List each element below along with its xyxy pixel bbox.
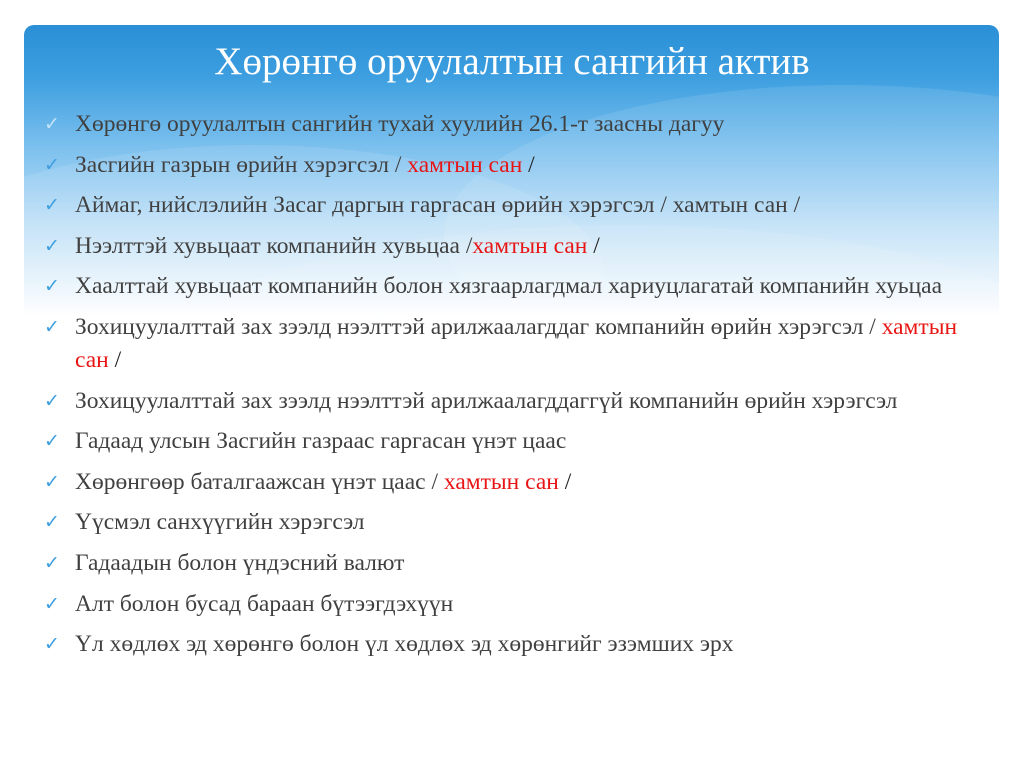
item-tail: / [558, 468, 572, 495]
item-text: Гадаад улсын Засгийн газраас гаргасан үнэт цаас [75, 428, 567, 455]
item-tail: / [522, 151, 535, 178]
item-highlight: хамтын сан [407, 151, 523, 178]
checkmark-icon: ✓ [44, 511, 60, 534]
item-highlight: хамтын сан [75, 313, 958, 373]
item-tail: / [587, 232, 600, 259]
list-item [44, 270, 994, 303]
item-text: Хаалттай хувьцаат компанийн болон хязгаарлагдмал хариуцлагатай компанийн хуьцаа [75, 273, 943, 300]
item-text: Үл хөдлөх эд хөрөнгө болон үл хөдлөх эд хөрөнгийг эзэмших эрх [75, 631, 734, 658]
checkmark-icon: ✓ [44, 194, 60, 217]
list-item [44, 466, 994, 499]
list-item [44, 311, 994, 377]
checkmark-icon: ✓ [44, 153, 60, 176]
checkmark-icon: ✓ [44, 234, 60, 257]
list-item [44, 189, 994, 222]
checkmark-icon: ✓ [44, 275, 60, 298]
list-item [44, 588, 994, 621]
slide-title: Хөрөнгө оруулалтын сангийн актив [214, 40, 810, 83]
item-text: Засгийн газрын өрийн хэрэгсэл / [75, 151, 408, 178]
item-text: Алт болон бусад бараан бүтээгдэхүүн [75, 590, 454, 617]
bullet-list [44, 108, 994, 669]
list-item [44, 149, 994, 182]
item-text: Хөрөнгөөр баталгаажсан үнэт цаас / [75, 468, 444, 495]
list-item [44, 628, 994, 661]
list-item [44, 385, 994, 418]
item-text: Үүсмэл санхүүгийн хэрэгсэл [75, 509, 365, 536]
list-item [44, 506, 994, 539]
item-text: Зохицуулалттай зах зээлд нээлттэй арилжаалагддаг компанийн өрийн хэрэгсэл / [75, 313, 882, 340]
item-highlight: хамтын сан [443, 468, 559, 495]
list-item [44, 425, 994, 458]
checkmark-icon: ✓ [44, 592, 60, 615]
checkmark-icon: ✓ [44, 389, 60, 412]
item-text: Хөрөнгө оруулалтын сангийн тухай хуулийн 26.1-т заасны дагуу [75, 111, 725, 137]
list-item [44, 230, 994, 263]
checkmark-icon: ✓ [44, 113, 60, 135]
list-item [44, 108, 994, 141]
item-text: Гадаадын болон үндэсний валют [75, 549, 405, 576]
checkmark-icon: ✓ [44, 551, 60, 574]
item-text: Нээлттэй хувьцаат компанийн хувьцаа / [75, 232, 473, 259]
checkmark-icon: ✓ [44, 633, 60, 656]
checkmark-icon: ✓ [44, 470, 60, 493]
item-highlight: хамтын сан [472, 232, 588, 259]
checkmark-icon: ✓ [44, 315, 60, 338]
list-item [44, 547, 994, 580]
item-tail: / [108, 346, 122, 373]
checkmark-icon: ✓ [44, 430, 60, 453]
item-text: Зохицуулалттай зах зээлд нээлттэй арилжаалагддаггүй компанийн өрийн хэрэгсэл [75, 387, 898, 414]
item-text: Аймаг, нийслэлийн Засаг даргын гаргасан өрийн хэрэгсэл / хамтын сан / [75, 192, 801, 219]
